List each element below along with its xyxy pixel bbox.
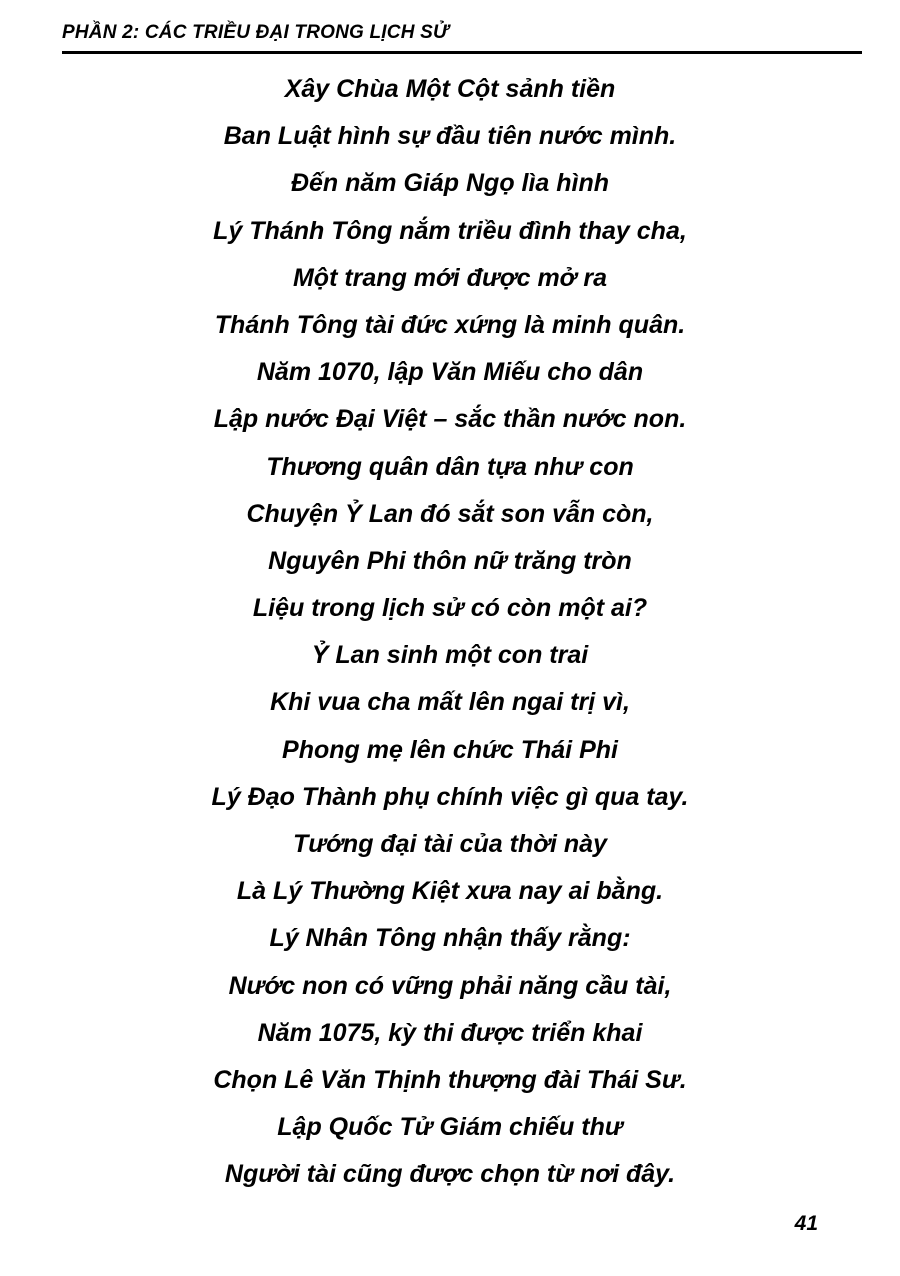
verse-line: Đến năm Giáp Ngọ lìa hình <box>290 169 610 198</box>
verse-line: Lập nước Đại Việt – sắc thần nước non. <box>213 405 687 434</box>
verse-line: Nguyên Phi thôn nữ trăng tròn <box>268 546 632 575</box>
verse-line: Nước non có vững phải năng cầu tài, <box>228 971 672 1000</box>
verse-line: Một trang mới được mở ra <box>292 263 608 292</box>
verse-line: Lý Thánh Tông nắm triều đình thay cha, <box>213 216 687 245</box>
poem <box>0 66 900 1199</box>
verse-line: Ỷ Lan sinh một con trai <box>311 641 589 670</box>
verse-line: Năm 1075, kỳ thi được triển khai <box>257 1018 643 1047</box>
verse-line: Lý Đạo Thành phụ chính việc gì qua tay. <box>211 782 689 811</box>
verse-line: Liệu trong lịch sử có còn một ai? <box>252 594 648 623</box>
verse-line: Khi vua cha mất lên ngai trị vì, <box>270 688 630 717</box>
verse-line: Thánh Tông tài đức xứng là minh quân. <box>214 310 686 339</box>
section-title: PHẦN 2: CÁC TRIỀU ĐẠI TRONG LỊCH SỬ <box>62 22 449 43</box>
verse-line: Lập Quốc Tử Giám chiếu thư <box>277 1113 623 1142</box>
page-number: 41 <box>794 1212 818 1235</box>
verse-line: Phong mẹ lên chức Thái Phi <box>282 735 618 764</box>
verse-line: Người tài cũng được chọn từ nơi đây. <box>224 1160 676 1189</box>
header-rule <box>62 51 862 54</box>
verse-line: Là Lý Thường Kiệt xưa nay ai bằng. <box>236 877 664 906</box>
verse-line: Thương quân dân tựa như con <box>266 452 634 481</box>
verse-line: Xây Chùa Một Cột sảnh tiền <box>284 75 616 103</box>
page-header <box>62 22 862 54</box>
verse-line: Ban Luật hình sự đầu tiên nước mình. <box>223 122 677 151</box>
verse-line: Tướng đại tài của thời này <box>293 830 607 858</box>
verse-line: Chuyện Ỷ Lan đó sắt son vẫn còn, <box>246 499 654 528</box>
verse-line: Lý Nhân Tông nhận thấy rằng: <box>269 924 631 953</box>
verse-line: Chọn Lê Văn Thịnh thượng đài Thái Sư. <box>213 1065 687 1094</box>
verse-line: Năm 1070, lập Văn Miếu cho dân <box>256 358 644 387</box>
